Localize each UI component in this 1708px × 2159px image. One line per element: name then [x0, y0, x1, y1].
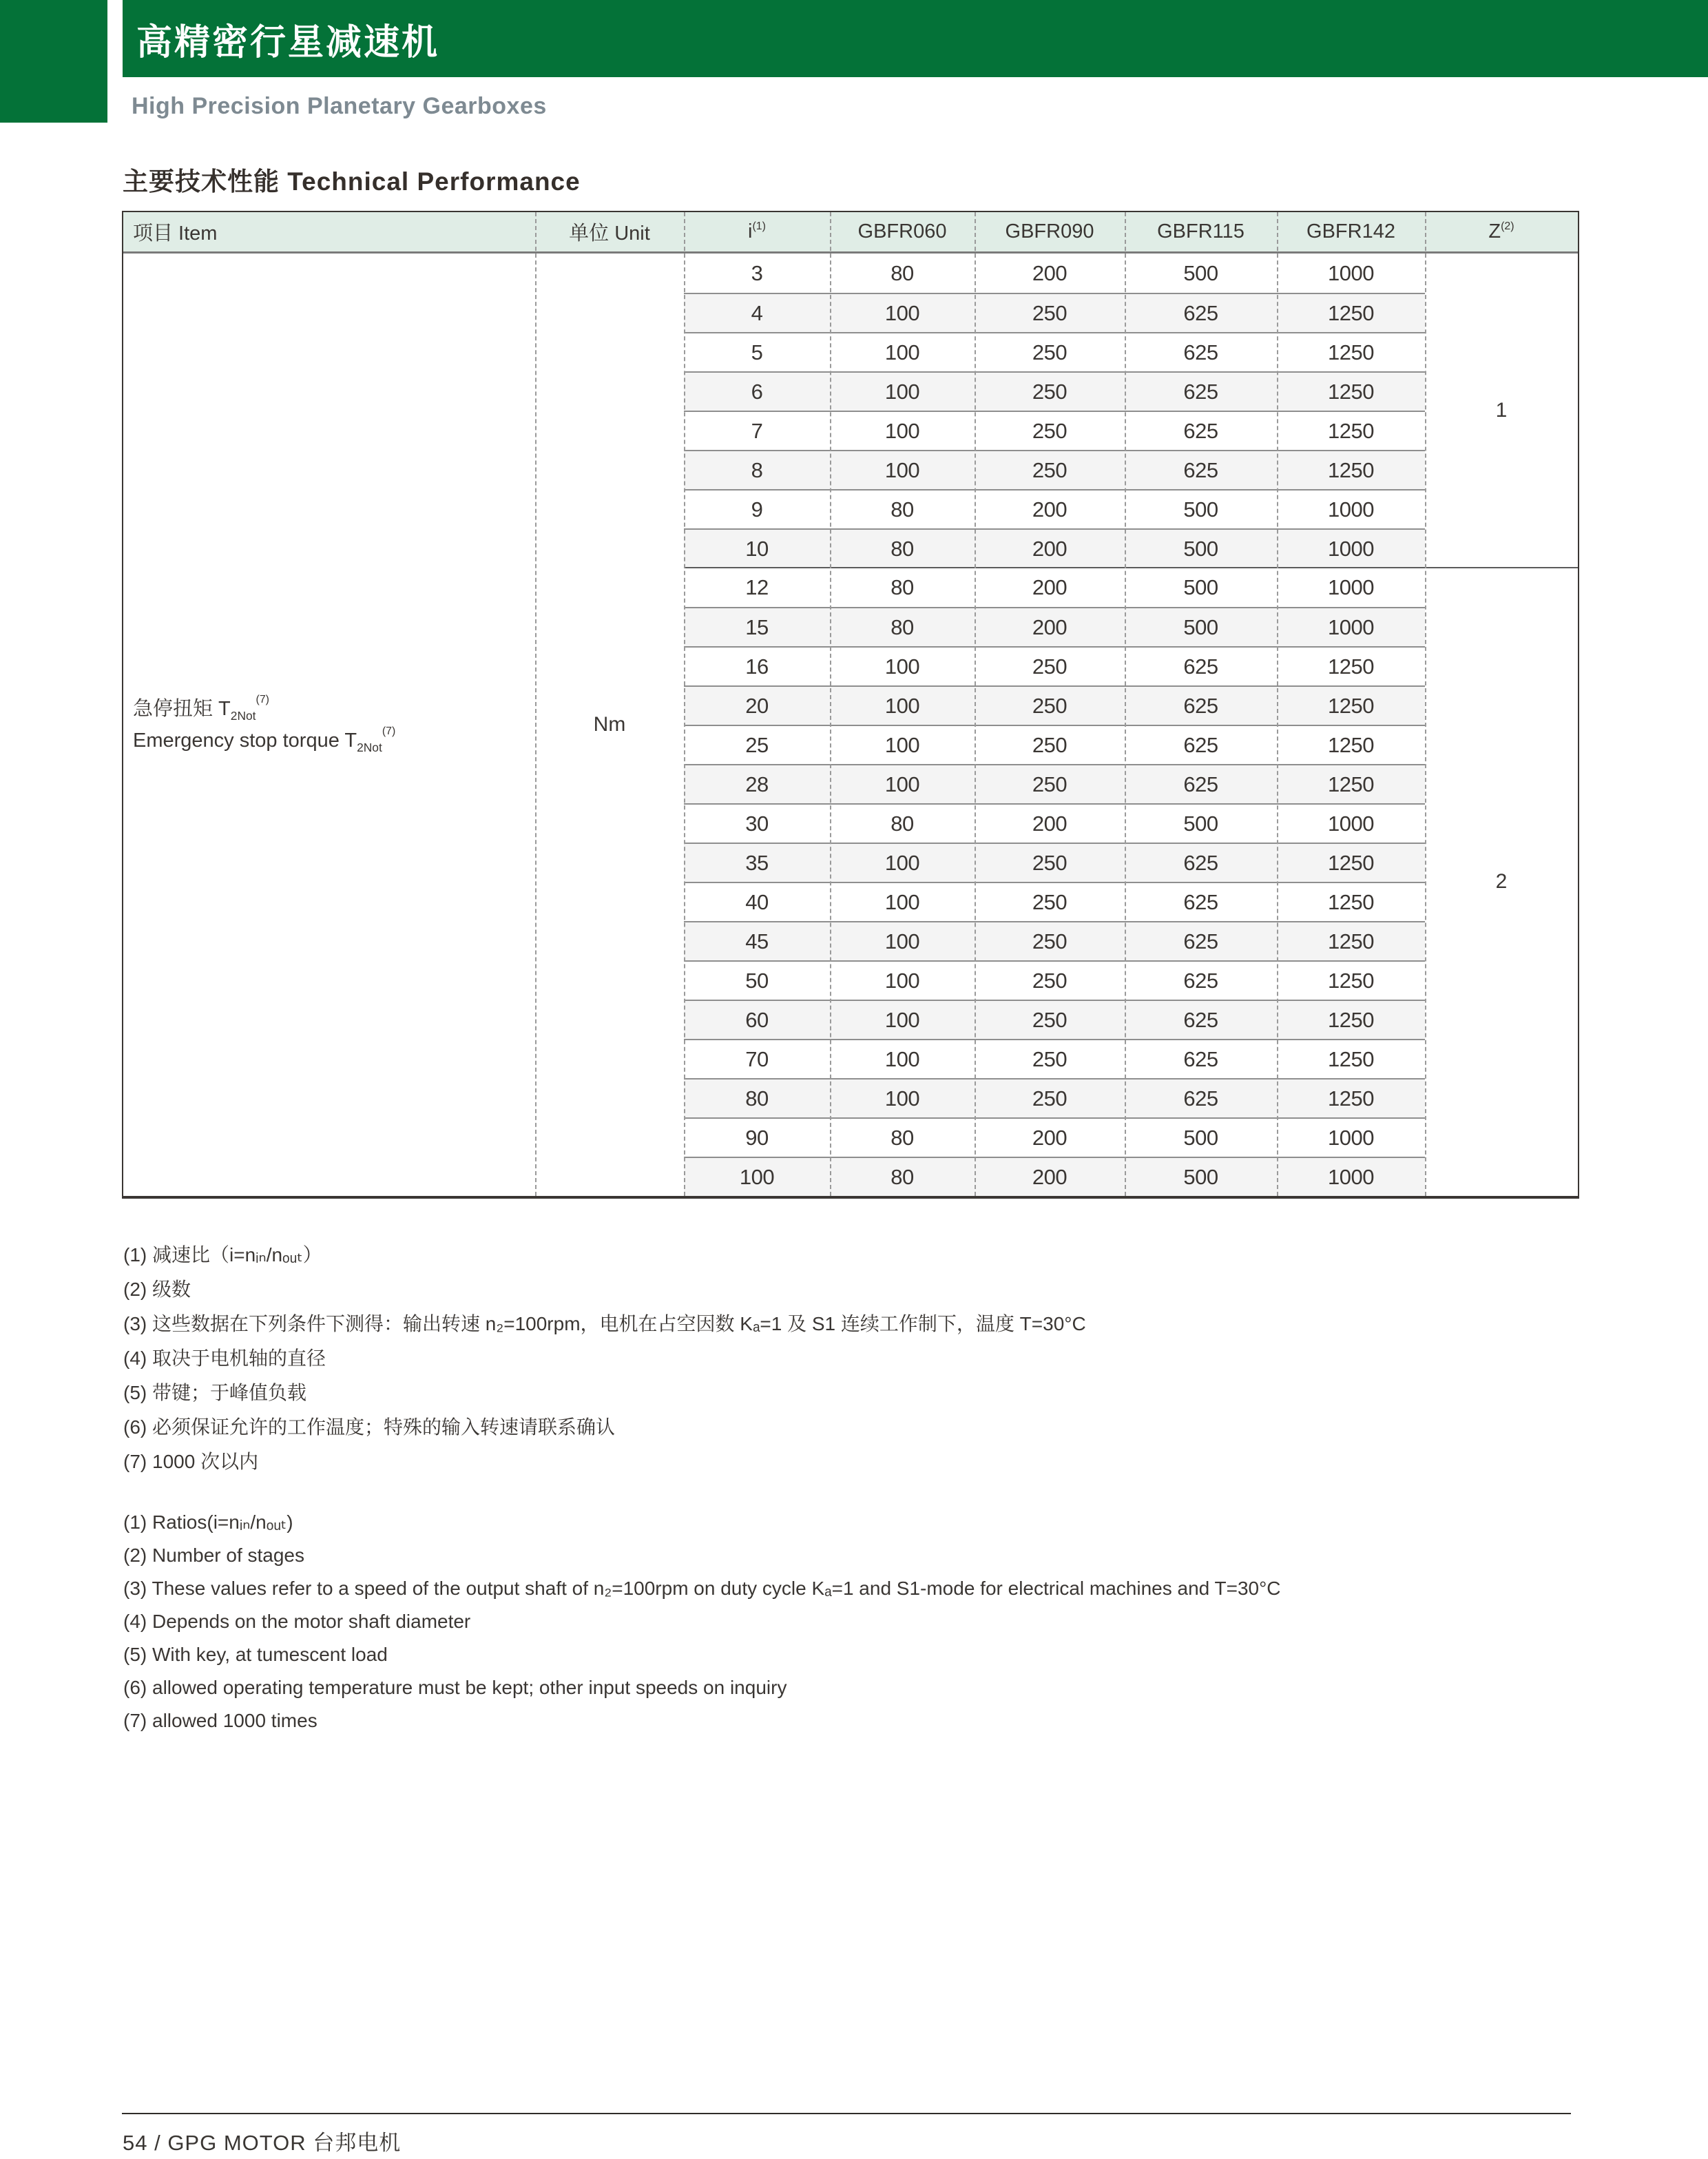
ratio-cell: 45 [684, 921, 830, 960]
ratio-cell: 3 [751, 260, 763, 285]
ratio-cell: 9 [684, 489, 830, 528]
ratio-cell: 80 [684, 1078, 830, 1117]
column-header-gbfr090-label: GBFR090 [1005, 220, 1094, 242]
torque-value-cell: 250 [975, 1039, 1125, 1078]
footnote-line: (6) allowed operating temperature must be kept; other input speeds on inquiry [123, 1677, 787, 1698]
torque-value-cell: 625 [1125, 685, 1277, 725]
item-label-cn-sup: (7) [256, 694, 269, 706]
column-header-stages: Z $^{(2)}$ [1488, 220, 1514, 242]
torque-value-cell: 250 [975, 960, 1125, 1000]
footnote-line: (2) Number of stages [123, 1545, 304, 1566]
column-header-gbfr142 [1277, 212, 1425, 251]
torque-value-cell: 80 [830, 489, 975, 528]
column-divider-line [830, 212, 831, 1196]
page-subtitle: High Precision Planetary Gearboxes [132, 93, 547, 119]
footnote-line: (6) 必须保证允许的工作温度；特殊的输入转速请联系确认 [123, 1416, 616, 1438]
torque-value-cell: 100 [830, 1039, 975, 1078]
item-label-en-sup: (7) [382, 725, 396, 738]
torque-value-cell: 500 [1125, 528, 1277, 568]
column-header-item [123, 212, 535, 251]
torque-value-cell: 1000 [1277, 803, 1425, 843]
torque-value-cell: 625 [1125, 1078, 1277, 1117]
item-label-en-text: Emergency stop torque T [133, 730, 357, 752]
z-group-2-cell: 2 [1425, 568, 1578, 1196]
column-divider-line [1425, 212, 1426, 1196]
ratio-cell: 60 [684, 1000, 830, 1039]
torque-value-cell: 1250 [1277, 371, 1425, 411]
item-label-cell [123, 254, 535, 1196]
footer-divider [122, 2113, 1571, 2114]
torque-value-cell: 200 [975, 1157, 1125, 1196]
ratio-cell: 16 [684, 646, 830, 685]
page-header [123, 0, 1708, 77]
footnote-line: (4) 取决于电机轴的直径 [123, 1347, 326, 1369]
torque-value-cell: 80 [830, 803, 975, 843]
torque-value-cell: 1250 [1277, 293, 1425, 332]
item-label-cn [133, 693, 269, 725]
ratio-cell: 4 [684, 293, 830, 332]
torque-value-cell: 625 [1125, 843, 1277, 882]
torque-value-cell: 80 [830, 607, 975, 646]
column-divider-line [684, 212, 685, 1196]
torque-value-cell: 625 [1125, 646, 1277, 685]
torque-value-cell: 200 [975, 1117, 1125, 1157]
ratio-cell: 5 [684, 332, 830, 371]
torque-value-cell: 250 [975, 1078, 1125, 1117]
torque-value-cell: 80 [830, 528, 975, 568]
torque-value-cell: 100 [830, 1000, 975, 1039]
torque-value-cell: 100 [830, 371, 975, 411]
torque-value-cell: 1000 [1277, 607, 1425, 646]
footnote-line: (5) 带键；于峰值负载 [123, 1382, 307, 1403]
brand-green-block [0, 0, 107, 123]
item-label-cn-sub: 2Not [230, 708, 256, 723]
column-divider-line [975, 212, 976, 1196]
torque-value-cell: 625 [1125, 921, 1277, 960]
torque-value-cell: 625 [1125, 293, 1277, 332]
footnote-line: (2) 级数 [123, 1279, 191, 1300]
ratio-cell: 20 [684, 685, 830, 725]
torque-value-cell: 100 [830, 764, 975, 803]
torque-value-cell: 200 [975, 528, 1125, 568]
torque-value-cell: 200 [1032, 575, 1068, 599]
torque-value-cell: 625 [1125, 450, 1277, 489]
column-header-ratio-label: i [748, 220, 753, 242]
column-header-stages-label: Z [1488, 220, 1501, 242]
torque-value-cell: 500 [1125, 1117, 1277, 1157]
column-divider-line [535, 212, 537, 1196]
torque-value-cell: 625 [1125, 725, 1277, 764]
torque-value-cell: 1000 [1277, 528, 1425, 568]
torque-value-cell: 1250 [1277, 646, 1425, 685]
torque-value-cell: 250 [975, 725, 1125, 764]
torque-value-cell: 200 [975, 607, 1125, 646]
torque-value-cell: 625 [1125, 764, 1277, 803]
torque-value-cell: 250 [975, 685, 1125, 725]
ratio-cell: 100 [684, 1157, 830, 1196]
ratio-cell: 25 [684, 725, 830, 764]
torque-value-cell: 100 [830, 450, 975, 489]
torque-value-cell: 250 [975, 764, 1125, 803]
column-header-unit [535, 212, 684, 251]
column-divider-line [1125, 212, 1126, 1196]
footnote-line: (7) allowed 1000 times [123, 1710, 317, 1731]
ratio-cell: 50 [684, 960, 830, 1000]
torque-value-cell: 100 [830, 293, 975, 332]
torque-value-cell: 100 [830, 1078, 975, 1117]
unit-cell: Nm [535, 254, 684, 1196]
ratio-cell: 40 [684, 882, 830, 921]
torque-value-cell: 250 [975, 882, 1125, 921]
torque-value-cell: 500 [1183, 260, 1218, 285]
page-title: 高精密行星减速机 [136, 22, 440, 63]
torque-value-cell: 1000 [1277, 489, 1425, 528]
torque-value-cell: 625 [1125, 960, 1277, 1000]
torque-value-cell: 500 [1125, 803, 1277, 843]
torque-value-cell: 250 [975, 450, 1125, 489]
torque-value-cell: 100 [830, 411, 975, 450]
torque-value-cell: 100 [830, 725, 975, 764]
torque-value-cell: 1250 [1277, 843, 1425, 882]
ratio-cell: 15 [684, 607, 830, 646]
item-label-cn-text: 急停扭矩 T [133, 698, 231, 720]
ratio-cell: 28 [684, 764, 830, 803]
ratio-cell: 35 [684, 843, 830, 882]
torque-value-cell: 500 [1183, 575, 1218, 599]
torque-value-cell: 625 [1125, 332, 1277, 371]
column-header-gbfr115 [1125, 212, 1277, 251]
torque-value-cell: 1250 [1277, 411, 1425, 450]
torque-value-cell: 80 [830, 1117, 975, 1157]
torque-value-cell: 250 [975, 332, 1125, 371]
torque-value-cell: 200 [975, 489, 1125, 528]
torque-value-cell: 80 [891, 575, 914, 599]
performance-table [122, 211, 1579, 1199]
item-label-en [133, 725, 395, 756]
torque-value-cell: 1000 [1277, 1117, 1425, 1157]
z-group-1-cell: 1 [1425, 254, 1578, 568]
torque-value-cell: 1000 [1328, 575, 1374, 599]
torque-value-cell: 100 [830, 646, 975, 685]
item-label-en-sub: 2Not [357, 740, 382, 754]
torque-value-cell: 80 [830, 1157, 975, 1196]
torque-value-cell: 80 [891, 260, 914, 285]
column-header-gbfr115-label: GBFR115 [1157, 220, 1244, 242]
torque-value-cell: 625 [1125, 411, 1277, 450]
torque-value-cell: 1250 [1277, 1000, 1425, 1039]
torque-value-cell: 500 [1125, 1157, 1277, 1196]
footnote-line: (3) These values refer to a speed of the output shaft of n₂=100rpm on duty cycle Kₐ=1 and S1-mode for electrical machines and T=30°C [123, 1578, 1281, 1599]
torque-value-cell: 100 [830, 332, 975, 371]
torque-value-cell: 250 [975, 371, 1125, 411]
torque-value-cell: 250 [975, 411, 1125, 450]
column-header-item-label: 项目 Item [133, 223, 218, 245]
section-title: 主要技术性能 Technical Performance [123, 167, 581, 196]
ratio-cell: 6 [684, 371, 830, 411]
torque-value-cell: 1000 [1277, 1157, 1425, 1196]
torque-value-cell: 500 [1125, 489, 1277, 528]
ratio-cell: 10 [684, 528, 830, 568]
torque-value-cell: 1250 [1277, 332, 1425, 371]
torque-value-cell: 100 [830, 921, 975, 960]
torque-value-cell: 250 [975, 293, 1125, 332]
footnote-line: (1) 减速比（i=nᵢₙ/nₒᵤₜ） [123, 1244, 322, 1266]
footnotes-en [123, 1506, 1281, 1737]
column-header-gbfr090 [975, 212, 1125, 251]
ratio-cell: 30 [684, 803, 830, 843]
column-header-unit-label: 单位 Unit [569, 223, 650, 245]
torque-value-cell: 1250 [1277, 685, 1425, 725]
torque-value-cell: 625 [1125, 1000, 1277, 1039]
torque-value-cell: 250 [975, 921, 1125, 960]
torque-value-cell: 1250 [1277, 921, 1425, 960]
ratio-cell: 90 [684, 1117, 830, 1157]
footnote-line: (4) Depends on the motor shaft diameter [123, 1611, 471, 1632]
ratio-cell: 8 [684, 450, 830, 489]
footnotes-cn [123, 1238, 1086, 1479]
torque-value-cell: 625 [1125, 882, 1277, 921]
torque-value-cell: 200 [975, 803, 1125, 843]
torque-value-cell: 1250 [1277, 1039, 1425, 1078]
group-divider-line [684, 567, 1578, 568]
footnote-line: (1) Ratios(i=nᵢₙ/nₒᵤₜ) [123, 1511, 293, 1533]
column-header-gbfr060-label: GBFR060 [857, 220, 947, 242]
footnote-line: (5) With key, at tumescent load [123, 1644, 388, 1665]
torque-value-cell: 250 [975, 843, 1125, 882]
torque-value-cell: 1250 [1277, 725, 1425, 764]
torque-value-cell: 1250 [1277, 764, 1425, 803]
torque-value-cell: 1250 [1277, 882, 1425, 921]
torque-value-cell: 100 [830, 882, 975, 921]
torque-value-cell: 1000 [1328, 260, 1374, 285]
torque-value-cell: 250 [975, 646, 1125, 685]
column-header-ratio: i $^{(1)}$ [748, 220, 766, 242]
torque-value-cell: 500 [1125, 607, 1277, 646]
footnote-line: (3) 这些数据在下列条件下测得：输出转速 n₂=100rpm，电机在占空因数 Kₐ=1 及 S1 连续工作制下，温度 T=30°C [123, 1313, 1086, 1334]
column-header-gbfr142-label: GBFR142 [1306, 220, 1395, 242]
torque-value-cell: 625 [1125, 371, 1277, 411]
torque-value-cell: 1250 [1277, 450, 1425, 489]
ratio-cell: 12 [745, 575, 769, 599]
table-header-row [123, 212, 1578, 254]
torque-value-cell: 200 [1032, 260, 1068, 285]
column-divider-line [1277, 212, 1278, 1196]
torque-value-cell: 250 [975, 1000, 1125, 1039]
torque-value-cell: 1250 [1277, 1078, 1425, 1117]
page-footer: 54 / GPG MOTOR 台邦电机 [123, 2131, 402, 2155]
column-header-gbfr060 [830, 212, 975, 251]
ratio-cell: 7 [684, 411, 830, 450]
footnote-line: (7) 1000 次以内 [123, 1451, 259, 1472]
ratio-cell: 70 [684, 1039, 830, 1078]
torque-value-cell: 625 [1125, 1039, 1277, 1078]
table-body [123, 254, 1578, 1196]
torque-value-cell: 100 [830, 843, 975, 882]
torque-value-cell: 100 [830, 960, 975, 1000]
torque-value-cell: 100 [830, 685, 975, 725]
torque-value-cell: 1250 [1277, 960, 1425, 1000]
